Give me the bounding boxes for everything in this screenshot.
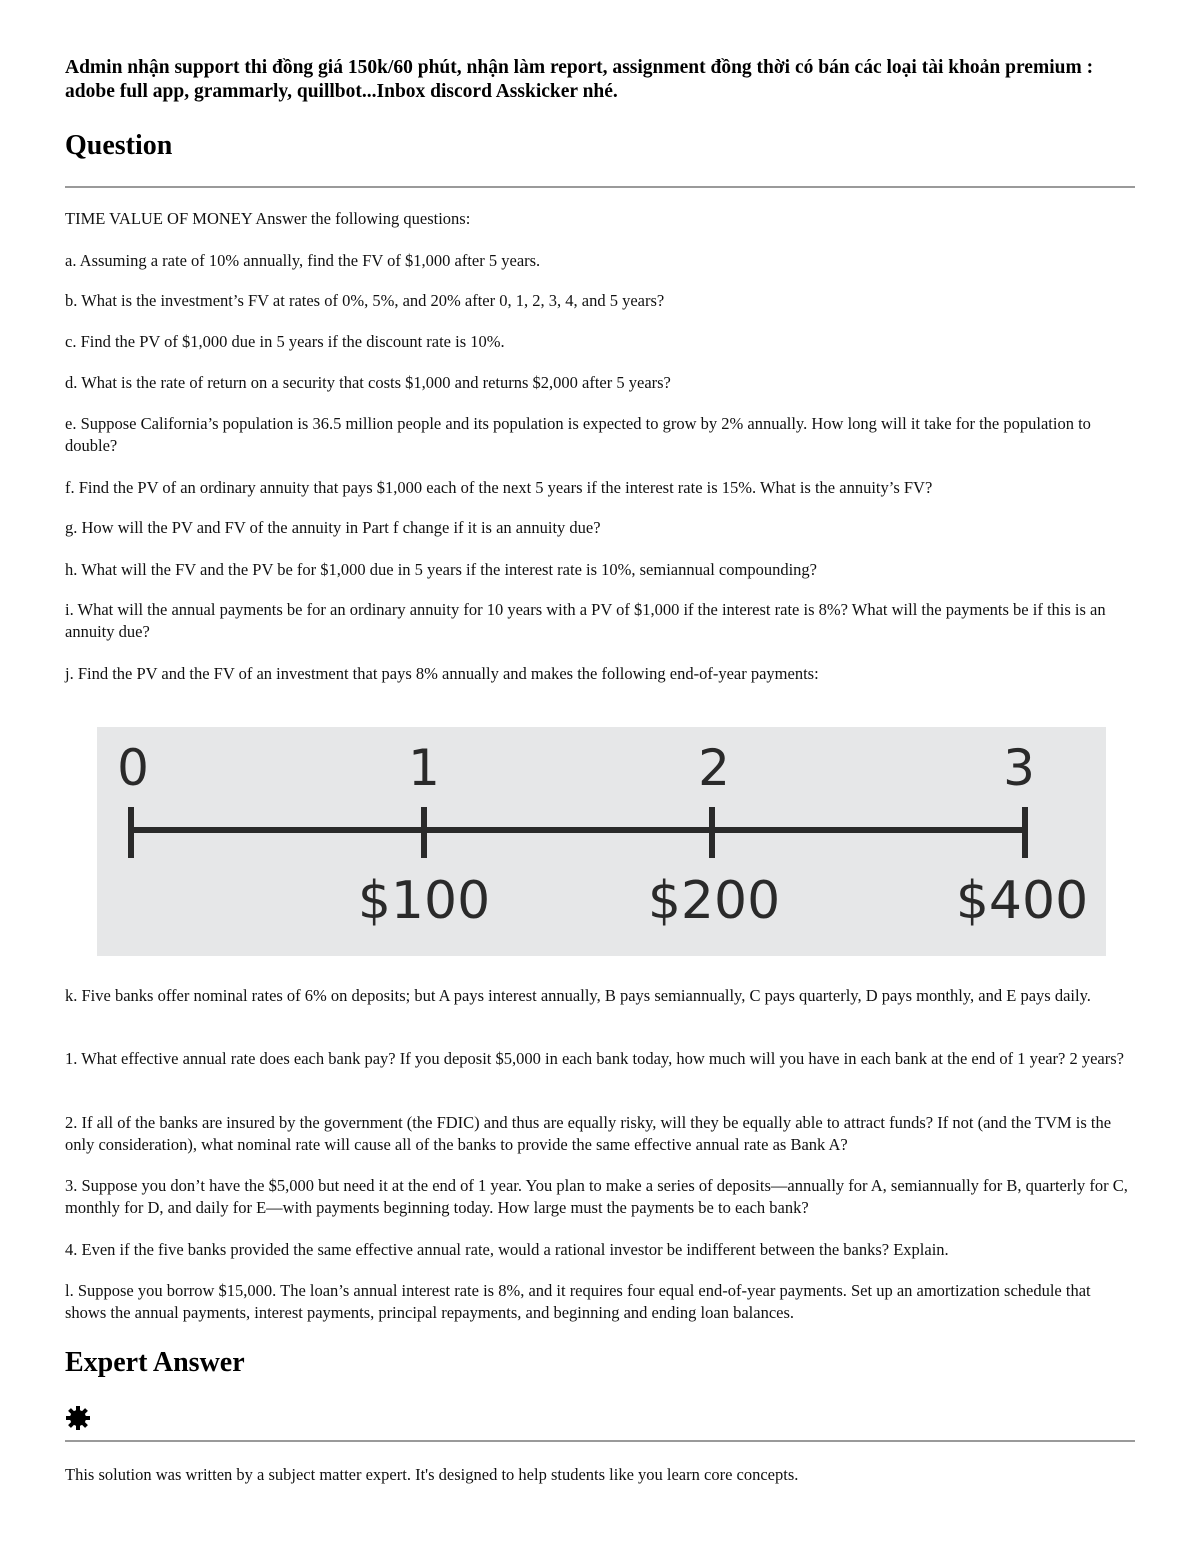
question-heading: Question <box>65 130 173 161</box>
question-item-j: j. Find the PV and the FV of an investment that pays 8% annually and makes the following end-of-year payments: <box>65 664 819 683</box>
question-item-g: g. How will the PV and FV of the annuity in Part f change if it is an annuity due? <box>65 518 601 537</box>
expert-answer-heading: Expert Answer <box>65 1347 245 1378</box>
cash-flow-timeline <box>97 727 1106 956</box>
question-item-k1: 1. What effective annual rate does each bank pay? If you deposit $5,000 in each bank today, how much will you have in each bank at the end of 1 year? 2 years? <box>65 1049 1124 1068</box>
payment-label-2: $200 <box>647 871 781 931</box>
question-item-i: i. What will the annual payments be for an ordinary annuity for 10 years with a PV of $1,000 if the interest rate is 8%? What will the payments be if this is an annuity due? <box>65 600 1106 641</box>
period-label-1: 1 <box>408 739 440 797</box>
period-label-2: 2 <box>698 739 730 797</box>
question-item-d: d. What is the rate of return on a security that costs $1,000 and returns $2,000 after 5 years? <box>65 373 671 392</box>
question-item-f: f. Find the PV of an ordinary annuity that pays $1,000 each of the next 5 years if the interest rate is 15%. What is the annuity’s FV? <box>65 478 933 497</box>
question-item-a: a. Assuming a rate of 10% annually, find the FV of $1,000 after 5 years. <box>65 251 541 270</box>
period-label-0: 0 <box>117 739 149 797</box>
expert-note: This solution was written by a subject matter expert. It's designed to help students like you learn core concepts. <box>65 1465 799 1484</box>
timeline-svg <box>97 727 1106 956</box>
question-item-e: e. Suppose California’s population is 36.5 million people and its population is expected to grow by 2% annually. How long will it take for the population to double? <box>65 414 1091 455</box>
question-item-k: k. Five banks offer nominal rates of 6% on deposits; but A pays interest annually, B pays semiannually, C pays quarterly, D pays monthly, and E pays daily. <box>65 986 1091 1005</box>
payment-label-3: $400 <box>955 871 1089 931</box>
question-item-b: b. What is the investment’s FV at rates of 0%, 5%, and 20% after 0, 1, 2, 3, 4, and 5 years? <box>65 291 665 310</box>
gear-icon <box>65 1405 91 1431</box>
question-item-h: h. What will the FV and the PV be for $1,000 due in 5 years if the interest rate is 10%, semiannual compounding? <box>65 560 817 579</box>
question-item-k3: 3. Suppose you don’t have the $5,000 but need it at the end of 1 year. You plan to make a series of deposits—annually for A, semiannually for B, quarterly for C, monthly for D, and daily for E—with payments beginning today. How large must the payments be to each bank? <box>65 1176 1128 1217</box>
promo-banner: Admin nhận support thi đồng giá 150k/60 phút, nhận làm report, assignment đồng thời có bán các loại tài khoản premium : adobe full app, grammarly, quillbot...Inbox discord Asskicker nhé. <box>65 57 1094 102</box>
divider <box>65 1440 1135 1442</box>
question-item-k2: 2. If all of the banks are insured by the government (the FDIC) and thus are equally risky, will they be equally able to attract funds? If not (and the TVM is the only consideration), what nominal rate will cause all of the banks to provide the same effective annual rate as Bank A? <box>65 1113 1112 1154</box>
question-item-k4: 4. Even if the five banks provided the same effective annual rate, would a rational investor be indifferent between the banks? Explain. <box>65 1240 949 1259</box>
divider <box>65 186 1135 188</box>
question-item-l: l. Suppose you borrow $15,000. The loan’s annual interest rate is 8%, and it requires four equal end-of-year payments. Set up an amortization schedule that shows the annual payments, interest payments, principal repayments, and beginning and ending loan balances. <box>65 1281 1091 1322</box>
question-intro: TIME VALUE OF MONEY Answer the following questions: <box>65 209 471 228</box>
period-label-3: 3 <box>1003 739 1035 797</box>
payment-label-1: $100 <box>357 871 491 931</box>
question-item-c: c. Find the PV of $1,000 due in 5 years if the discount rate is 10%. <box>65 332 505 351</box>
